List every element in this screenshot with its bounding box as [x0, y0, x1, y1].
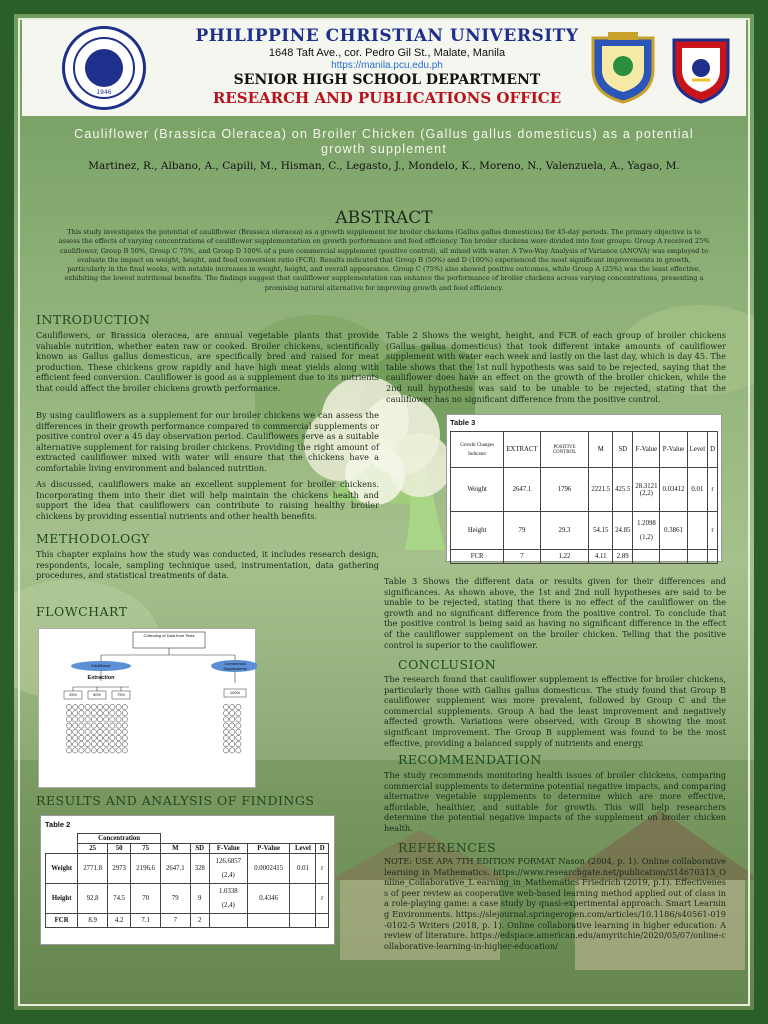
f-df: (2,4)	[221, 902, 235, 909]
university-address: 1648 Taft Ave., cor. Pedro Gil St., Malate, Manila	[268, 47, 506, 59]
sample-circle	[85, 729, 90, 734]
research-office-shield-logo	[670, 34, 732, 104]
sample-circle	[104, 723, 109, 728]
table-cell-f	[633, 512, 660, 550]
sample-circle	[110, 729, 115, 734]
table-cell: r	[708, 512, 718, 550]
table-2-row-label: Weight	[46, 854, 78, 884]
table-cell	[247, 914, 289, 928]
sample-circle	[104, 742, 109, 747]
table-cell: r	[316, 854, 329, 884]
sample-circle	[91, 729, 96, 734]
table-cell: 328	[190, 854, 209, 884]
sample-circle	[116, 704, 121, 709]
table-row	[451, 512, 718, 550]
flowchart-svg	[39, 629, 257, 789]
sample-circle	[85, 735, 90, 740]
sample-circle	[116, 717, 121, 722]
table-cell	[316, 914, 329, 928]
sample-circle	[104, 717, 109, 722]
conclusion-text: The research found that cauliflower supplement is effective for broiler chickens, particularly those with Gallus gallus domesticus. The study found that Group B cauliflower supplement was more prevalent, followed by Group C and the commercial supplements. Group A had the least improvement and negatively affected growth. Variations were observed, with Group B showing the most significant improvement. The Group B supplement was found to be the most effective, providing a balanced supply of nutrients and energy.	[384, 674, 726, 748]
sample-circle	[97, 742, 102, 747]
sample-circle	[223, 717, 228, 722]
sample-circle	[79, 748, 84, 753]
conclusion-heading: CONCLUSION	[398, 657, 497, 672]
table-cell: 70	[131, 884, 161, 914]
table-cell: 24.85	[613, 512, 633, 550]
sample-circle	[116, 723, 121, 728]
table-3-col-f: F-Value	[633, 432, 660, 468]
sample-circle	[110, 742, 115, 747]
table-cell: 8.9	[78, 914, 108, 928]
sample-circle	[110, 723, 115, 728]
sample-circle	[122, 735, 127, 740]
sample-circle	[66, 748, 71, 753]
sample-circle	[104, 735, 109, 740]
sample-circle	[79, 729, 84, 734]
table-2-col-25: 25	[78, 844, 108, 854]
sample-circle	[66, 735, 71, 740]
table-cell-p: 0.4346	[247, 884, 289, 914]
introduction-paragraph-1: Cauliflowers, or Brassica oleracea, are annual vegetable plants that provide valuable nutrition, whether eaten raw or cooked. Broiler chickens, scientifically known as Gallus gallus domesticus, are specifically bred and raised for meat production. These chickens grow rapidly and have high meat yields along with efficient feed conversion. Cauliflower is good as a supplement due to its nutrients that could affect the broiler chickens growth performance.	[36, 330, 379, 393]
poster-authors: Martinez, R., Albano, A., Capili, M., Hisman, C., Legasto, J., Mondelo, K., Moreno, N., Valenzuela, A., Yagao, M.	[88, 160, 680, 172]
table-row	[46, 914, 329, 928]
table-cell-f	[633, 468, 660, 512]
table-cell: 9	[190, 884, 209, 914]
table-row	[451, 550, 718, 564]
table-3-description: Table 3 Shows the different data or results given for their differences and significances. As shown above, the 1st and 2nd null hypotheses are said to be unable to be rejected, stating that there is no effect of the cauliflower on the growth and no significant difference from the positive control. To conclude that the positive control is being said as having no significant difference in the effect of the cauliflower supplement on the broiler chicken. Telling that the positive control is superior to the cauliflower.	[384, 576, 726, 650]
sample-circle	[236, 748, 241, 753]
sample-circle	[236, 711, 241, 716]
table-row	[46, 854, 329, 884]
seal-year: 1946	[96, 89, 112, 96]
table-cell	[633, 550, 660, 564]
f-df: (2,2)	[639, 489, 653, 497]
sample-circle	[79, 723, 84, 728]
table-cell: r	[316, 884, 329, 914]
sample-circle	[122, 704, 127, 709]
table-3	[450, 431, 718, 564]
table-cell: 2647.1	[504, 468, 540, 512]
poster-title: Cauliflower (Brassica Oleracea) on Broiler Chicken (Gallus gallus domesticus) as a potential growth supplement	[74, 127, 694, 156]
sample-circle	[79, 711, 84, 716]
table-2-row-label: Height	[46, 884, 78, 914]
table-row	[451, 468, 718, 512]
sample-circle	[97, 735, 102, 740]
sample-circle	[116, 748, 121, 753]
shs-shield-logo	[588, 30, 658, 104]
table-3-caption: Table 3	[450, 418, 476, 427]
flowchart-commercial-label: Commercial Supplements	[223, 661, 247, 671]
sample-circle	[110, 717, 115, 722]
office-name: RESEARCH AND PUBLICATIONS OFFICE	[212, 89, 562, 107]
table-3-col-sd: SD	[613, 432, 633, 468]
table-3-row-label: Height	[451, 512, 504, 550]
sample-circle	[85, 742, 90, 747]
table-cell: 2221.5	[589, 468, 613, 512]
university-seal-logo	[62, 26, 146, 110]
references-text: NOTE: USE APA 7TH EDITION FORMAT Nason (2004, p. 1). Online collaborative learning in Mathematics. https://www.researchgate.net/publication/314670313_Online_Collaborative_L earning_in_Mathematics Friedrich (2019, p.1). Effectiveness of peer review as cooperative web-based learning method applied out of class in a role-playing game: a case study by quasi-experimental approach. Smart Learning Environments. https://slejournal.springeropen.com/articles/10.1186/s40561-019-0102-5 Writers (2018, p. 1). Online collaborative learning in higher education: A review of literature. https://edspace.american.edu/amyritchie/2020/05/07/online-collaborative-learning-in-higher-education/	[384, 856, 726, 951]
sample-circle	[230, 748, 235, 753]
table-cell: 92.8	[78, 884, 108, 914]
f-df: (1,2)	[639, 534, 653, 541]
table-2-col-level: Level	[290, 844, 316, 854]
sample-circle	[66, 711, 71, 716]
table-3-col-d: D	[708, 432, 718, 468]
flowchart-diagram	[38, 628, 256, 788]
sample-circle	[66, 723, 71, 728]
introduction-paragraph-2: By using cauliflowers as a supplement for our broiler chickens we can assess the differences in their growth performance compared to commercial supplements or positive control over a 45 day observation period. Cauliflowers serve as a suitable alternative supplement for raising broiler chickens. Providing the right amount of extracted cauliflower mixed with water will ensure that the chickens have a comfortable living environment and balanced nutrition.	[36, 410, 379, 473]
table-3-col-positive: POSITIVE CONTROL	[540, 432, 589, 468]
sample-circle	[91, 717, 96, 722]
table-cell: 2196.6	[131, 854, 161, 884]
table-cell: 2647.1	[160, 854, 190, 884]
flowchart-pct-25: 25%	[68, 692, 77, 697]
sample-circle	[236, 729, 241, 734]
table-3-col-m: M	[589, 432, 613, 468]
introduction-paragraph-3: As discussed, cauliflowers make an excellent supplement for broiler chickens. Incorporating them into their diet will help maintain the chickens health and support the idea that cauliflowers can contribute to raising healthy broiler chickens by providing essential nutrients and other health benefits.	[36, 479, 379, 521]
sample-circle	[73, 711, 78, 716]
table-3-col-indicator: Growth Changes Indicator	[451, 432, 504, 468]
table-cell: 4.2	[107, 914, 130, 928]
table-cell: 2771.8	[78, 854, 108, 884]
sample-circle	[223, 729, 228, 734]
table-cell: 79	[504, 512, 540, 550]
table-2-col-p: P-Value	[247, 844, 289, 854]
sample-circle	[91, 723, 96, 728]
f-value: 1.2098	[637, 520, 656, 527]
sample-circle	[230, 742, 235, 747]
table-2-col-m: M	[160, 844, 190, 854]
table-cell: 4.11	[589, 550, 613, 564]
sample-circle	[230, 723, 235, 728]
f-value: 126.6857	[215, 858, 242, 865]
table-cell: r	[708, 468, 718, 512]
sample-circle	[116, 742, 121, 747]
sample-circle	[230, 711, 235, 716]
abstract-heading: ABSTRACT	[335, 208, 433, 228]
table-cell: 2	[190, 914, 209, 928]
table-2-col-f: F-Value	[209, 844, 247, 854]
university-name: PHILIPPINE CHRISTIAN UNIVERSITY	[195, 26, 579, 46]
flowchart-cauliflower-label: Cauliflower	[91, 663, 111, 668]
sample-circle	[230, 704, 235, 709]
sample-circle	[66, 717, 71, 722]
sample-circle	[223, 742, 228, 747]
sample-circle	[73, 729, 78, 734]
references-heading: REFERENCES	[398, 840, 497, 855]
sample-circle	[223, 704, 228, 709]
sample-circle	[85, 711, 90, 716]
sample-circle	[223, 735, 228, 740]
sample-circle	[97, 748, 102, 753]
table-2-corner	[46, 834, 78, 844]
sample-circle	[122, 729, 127, 734]
sample-circle	[236, 742, 241, 747]
sample-circle	[66, 704, 71, 709]
header-banner	[22, 20, 746, 116]
methodology-text: This chapter explains how the study was conducted, it includes research design, respondents, locale, sampling technique used, instrumentation, data gathering procedures, and statistical treatments of data.	[36, 549, 379, 581]
sample-circle	[97, 729, 102, 734]
sample-circle	[236, 704, 241, 709]
table-cell: 0.01	[290, 854, 316, 884]
sample-circle	[91, 711, 96, 716]
f-value: 1.0338	[218, 888, 238, 895]
recommendation-heading: RECOMMENDATION	[398, 752, 542, 767]
table-row	[46, 884, 329, 914]
flowchart-extraction-label: Extraction	[87, 675, 115, 681]
sample-circle	[85, 704, 90, 709]
table-2-row-label: FCR	[46, 914, 78, 928]
sample-circle	[116, 729, 121, 734]
sample-circle	[236, 735, 241, 740]
table-cell-p: 0.0002415	[247, 854, 289, 884]
flowchart-pct-100: 100%	[229, 690, 241, 695]
table-cell: 1.22	[540, 550, 589, 564]
sample-circle	[73, 735, 78, 740]
flowchart-heading: FLOWCHART	[36, 604, 128, 619]
sample-circle	[104, 748, 109, 753]
sample-circle	[97, 717, 102, 722]
sample-circle	[122, 742, 127, 747]
sample-circle	[66, 729, 71, 734]
table-3-row-label: Weight	[451, 468, 504, 512]
methodology-heading: METHODOLOGY	[36, 531, 150, 546]
table-2-concentration-header: Concentration	[78, 834, 161, 844]
sample-circle	[104, 729, 109, 734]
university-website-link[interactable]: https://manila.pcu.edu.ph	[331, 60, 443, 71]
table-cell	[708, 550, 718, 564]
table-cell	[687, 550, 707, 564]
sample-circle	[73, 748, 78, 753]
flowchart-pct-50: 50%	[92, 692, 101, 697]
sample-circle	[122, 748, 127, 753]
abstract-text: This study investigates the potential of cauliflower (Brassica oleracea) as a growth supplement for broiler chickens (Gallus gallus domesticus) for 45-day periods. The primary objective is to assess the effects of varying concentrations of cauliflower supplementation on growth performance and feed efficiency. Ten broiler chickens were divided into four groups: Group A received 25% cauliflower, Group B 50%, Group C 75%, and Group D 100% of a pure commercial supplement (positive control), all mixed with water. A Two-Way Analysis of Variance (ANOVA) was employed to evaluate the impact on weight, height, and feed conversion ratio (FCR). Results indicated that Group B (50%) and D (100%) experienced the most significant improvements in growth, particularly in the final weeks, with notable increases in weight, height, and overall appearance. Group C (75%) also showed positive outcomes, while Group A (25%) was the least effective, exhibiting the lowest nutritional benefits. The findings suggest that cauliflower supplementation can enhance the performance of broiler chickens across varying concentrations, presenting a promising natural alternative for improving growth and feed efficiency.	[58, 228, 710, 292]
sample-circle	[73, 742, 78, 747]
table-cell: 1796	[540, 468, 589, 512]
sample-circle	[97, 704, 102, 709]
sample-circle	[122, 723, 127, 728]
sample-circle	[236, 717, 241, 722]
sample-circle	[79, 742, 84, 747]
table-3-col-extract: EXTRACT	[504, 432, 540, 468]
table-2-col-d: D	[316, 844, 329, 854]
table-cell: 54.15	[589, 512, 613, 550]
table-3-col-level: Level	[687, 432, 707, 468]
sample-circle	[104, 711, 109, 716]
table-cell: 7	[504, 550, 540, 564]
table-3-col-p: P-Value	[660, 432, 687, 468]
sample-circle	[91, 742, 96, 747]
table-2-col-sd: SD	[190, 844, 209, 854]
table-cell	[687, 512, 707, 550]
table-2-col-50: 50	[107, 844, 130, 854]
sample-circle	[236, 723, 241, 728]
department-name: SENIOR HIGH SCHOOL DEPARTMENT	[233, 72, 541, 88]
table-cell: 29.3	[540, 512, 589, 550]
table-cell: 425.5	[613, 468, 633, 512]
sample-circle	[110, 748, 115, 753]
table-cell: 2.89	[613, 550, 633, 564]
sample-circle	[122, 717, 127, 722]
table-2-description: Table 2 Shows the weight, height, and FCR of each group of broiler chickens (Gallus gallus domesticus) that took different intake amounts of cauliflower supplement with water each week and lastly on the last day, which is day 45. The table shows that the 1st null hypothesis was said to be rejected, saying that the cauliflower does have an effect on the growth of the broiler chicken, while the 2nd null hypothesis was said to be unable to be rejected, stating that the cauliflower has no significant difference from the positive control.	[386, 330, 726, 404]
sample-circle	[79, 717, 84, 722]
sample-circle	[73, 723, 78, 728]
table-cell-p: 0.03412	[660, 468, 687, 512]
results-heading: RESULTS AND ANALYSIS OF FINDINGS	[36, 793, 315, 808]
table-cell-p: 0.3861	[660, 512, 687, 550]
sample-circle	[230, 717, 235, 722]
sample-circle	[110, 704, 115, 709]
table-cell: 0.01	[687, 468, 707, 512]
sample-circle	[85, 717, 90, 722]
sample-circle	[110, 735, 115, 740]
sample-circle	[97, 711, 102, 716]
sample-circle	[73, 717, 78, 722]
flowchart-top-box-label: Collecting of Data from Tests	[143, 633, 195, 638]
sample-circle	[79, 704, 84, 709]
sample-circle	[116, 735, 121, 740]
sample-circle	[85, 748, 90, 753]
table-2-panel	[40, 815, 335, 945]
table-cell	[209, 914, 247, 928]
sample-circle	[85, 723, 90, 728]
table-2-col-75: 75	[131, 844, 161, 854]
sample-circle	[116, 711, 121, 716]
sample-circle	[223, 711, 228, 716]
introduction-heading: INTRODUCTION	[36, 312, 151, 327]
f-df: (2,4)	[221, 872, 235, 879]
table-cell	[290, 914, 316, 928]
sample-circle	[91, 735, 96, 740]
flowchart-pct-75: 75%	[116, 692, 125, 697]
sample-circle	[91, 748, 96, 753]
sample-circle	[79, 735, 84, 740]
table-2	[45, 833, 329, 928]
sample-circle	[230, 735, 235, 740]
table-cell: 7.1	[131, 914, 161, 928]
sample-circle	[223, 748, 228, 753]
sample-circle	[104, 704, 109, 709]
table-cell: 74.5	[107, 884, 130, 914]
sample-circle	[122, 711, 127, 716]
sample-circle	[97, 723, 102, 728]
f-value: 28.3121	[635, 482, 658, 490]
table-cell: 79	[160, 884, 190, 914]
table-cell: 7	[160, 914, 190, 928]
table-cell	[660, 550, 687, 564]
sample-circle	[91, 704, 96, 709]
recommendation-text: The study recommends monitoring health issues of broiler chickens, comparing commercial supplements to determine potential negative impacts, and comparing alternative vegetable supplements to determine which are more effective, affordable, healthier, and suitable for growth. This will help researchers determine the potential negative impacts of the supplement on broiler chicken health.	[384, 770, 726, 833]
table-cell-f	[209, 884, 247, 914]
sample-circle	[230, 729, 235, 734]
table-3-panel	[446, 414, 722, 562]
table-cell: 2973	[107, 854, 130, 884]
table-cell	[290, 884, 316, 914]
table-2-caption: Table 2	[45, 820, 71, 829]
table-cell-f	[209, 854, 247, 884]
table-3-row-label: FCR	[451, 550, 504, 564]
sample-circle	[223, 723, 228, 728]
sample-circle	[66, 742, 71, 747]
sample-circle	[110, 711, 115, 716]
sample-circle	[73, 704, 78, 709]
